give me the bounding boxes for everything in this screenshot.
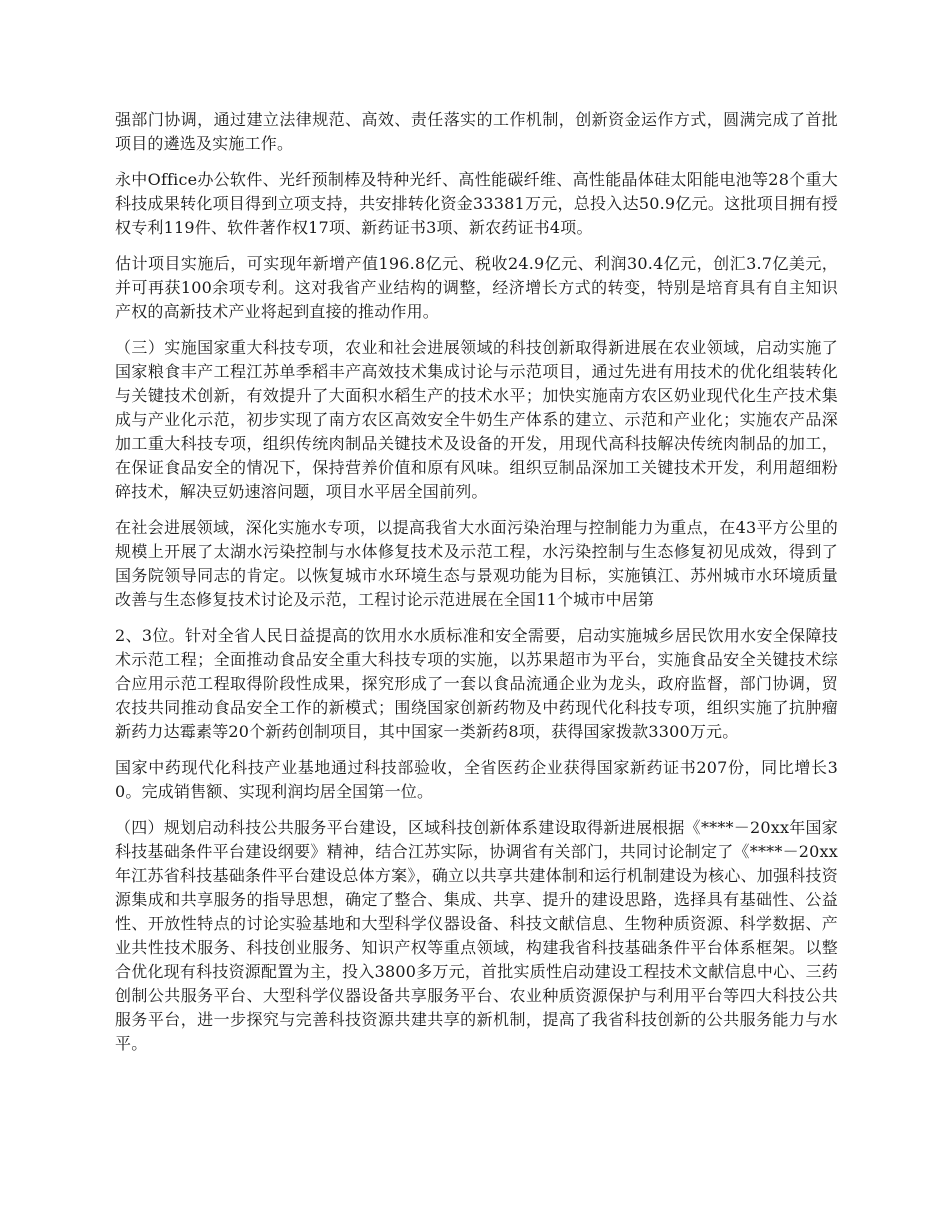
paragraph: 强部门协调，通过建立法律规范、高效、责任落实的工作机制，创新资金运作方式，圆满完成了首批项目的遴选及实施工作。 [115, 110, 838, 153]
paragraph: （三）实施国家重大科技专项，农业和社会进展领域的科技创新取得新进展在农业领域，启动实施了国家粮食丰产工程江苏单季稻丰产高效技术集成讨论与示范项目，通过先进有用技术的优化组装转化与关键技术创新，有效提升了大面积水稻生产的技术水平；加快实施南方农区奶业现代化生产技术集成与产业化示范，初步实现了南方农区高效安全牛奶生产体系的建立、示范和产业化；实施农产品深加工重大科技专项，组织传统肉制品关键技术及设备的开发，用现代高科技解决传统肉制品的加工，在保证食品安全的情况下，保持营养价值和原有风味。组织豆制品深加工关键技术开发，利用超细粉碎技术，解决豆奶速溶问题，项目水平居全国前列。 [115, 338, 838, 501]
paragraph: 国家中药现代化科技产业基地通过科技部验收，全省医药企业获得国家新药证书207份，同比增长30。完成销售额、实现利润均居全国第一位。 [115, 758, 838, 801]
paragraph: 在社会进展领域，深化实施水专项，以提高我省大水面污染治理与控制能力为重点，在43平方公里的规模上开展了太湖水污染控制与水体修复技术及示范工程，水污染控制与生态修复初见成效，得到了国务院领导同志的肯定。以恢复城市水环境生态与景观功能为目标，实施镇江、苏州城市水环境质量改善与生态修复技术讨论及示范，工程讨论示范进展在全国11个城市中居第 [115, 518, 838, 609]
paragraph: （四）规划启动科技公共服务平台建设，区域科技创新体系建设取得新进展根据《****－20xx年国家科技基础条件平台建设纲要》精神，结合江苏实际，协调省有关部门，共同讨论制定了《****－20xx年江苏省科技基础条件平台建设总体方案》，确立以共享共建体制和运行机制建设为核心、加强科技资源集成和共享服务的指导思想，确定了整合、集成、共享、提升的建设思路，选择具有基础性、公益性、开放性特点的讨论实验基地和大型科学仪器设备、科技文献信息、生物种质资源、科学数据、产业共性技术服务、科技创业服务、知识产权等重点领域，构建我省科技基础条件平台体系框架。以整合优化现有科技资源配置为主，投入3800多万元，首批实质性启动建设工程技术文献信息中心、三药创制公共服务平台、大型科学仪器设备共享服务平台、农业种质资源保护与利用平台等四大科技公共服务平台，进一步探究与完善科技资源共建共享的新机制，提高了我省科技创新的公共服务能力与水平。 [115, 818, 838, 1053]
paragraph: 永中Office办公软件、光纤预制棒及特种光纤、高性能碳纤维、高性能晶体硅太阳能电池等28个重大科技成果转化项目得到立项支持，共安排转化资金33381万元，总投入达50.9亿元。这批项目拥有授权专利119件、软件著作权17项、新药证书3项、新农药证书4项。 [115, 170, 838, 237]
paragraph: 估计项目实施后，可实现年新增产值196.8亿元、税收24.9亿元、利润30.4亿元，创汇3.7亿美元，并可再获100余项专利。这对我省产业结构的调整，经济增长方式的转变，特别是培育具有自主知识产权的高新技术产业将起到直接的推动作用。 [115, 254, 838, 321]
paragraph: 2、3位。针对全省人民日益提高的饮用水水质标准和安全需要，启动实施城乡居民饮用水安全保障技术示范工程；全面推动食品安全重大科技专项的实施，以苏果超市为平台，实施食品安全关键技术综合应用示范工程取得阶段性成果，探究形成了一套以食品流通企业为龙头，政府监督，部门协调，贸农技共同推动食品安全工作的新模式；围绕国家创新药物及中药现代化科技专项，组织实施了抗肿瘤新药力达霉素等20个新药创制项目，其中国家一类新药8项，获得国家拨款3300万元。 [115, 626, 838, 741]
document-page [115, 108, 838, 1068]
